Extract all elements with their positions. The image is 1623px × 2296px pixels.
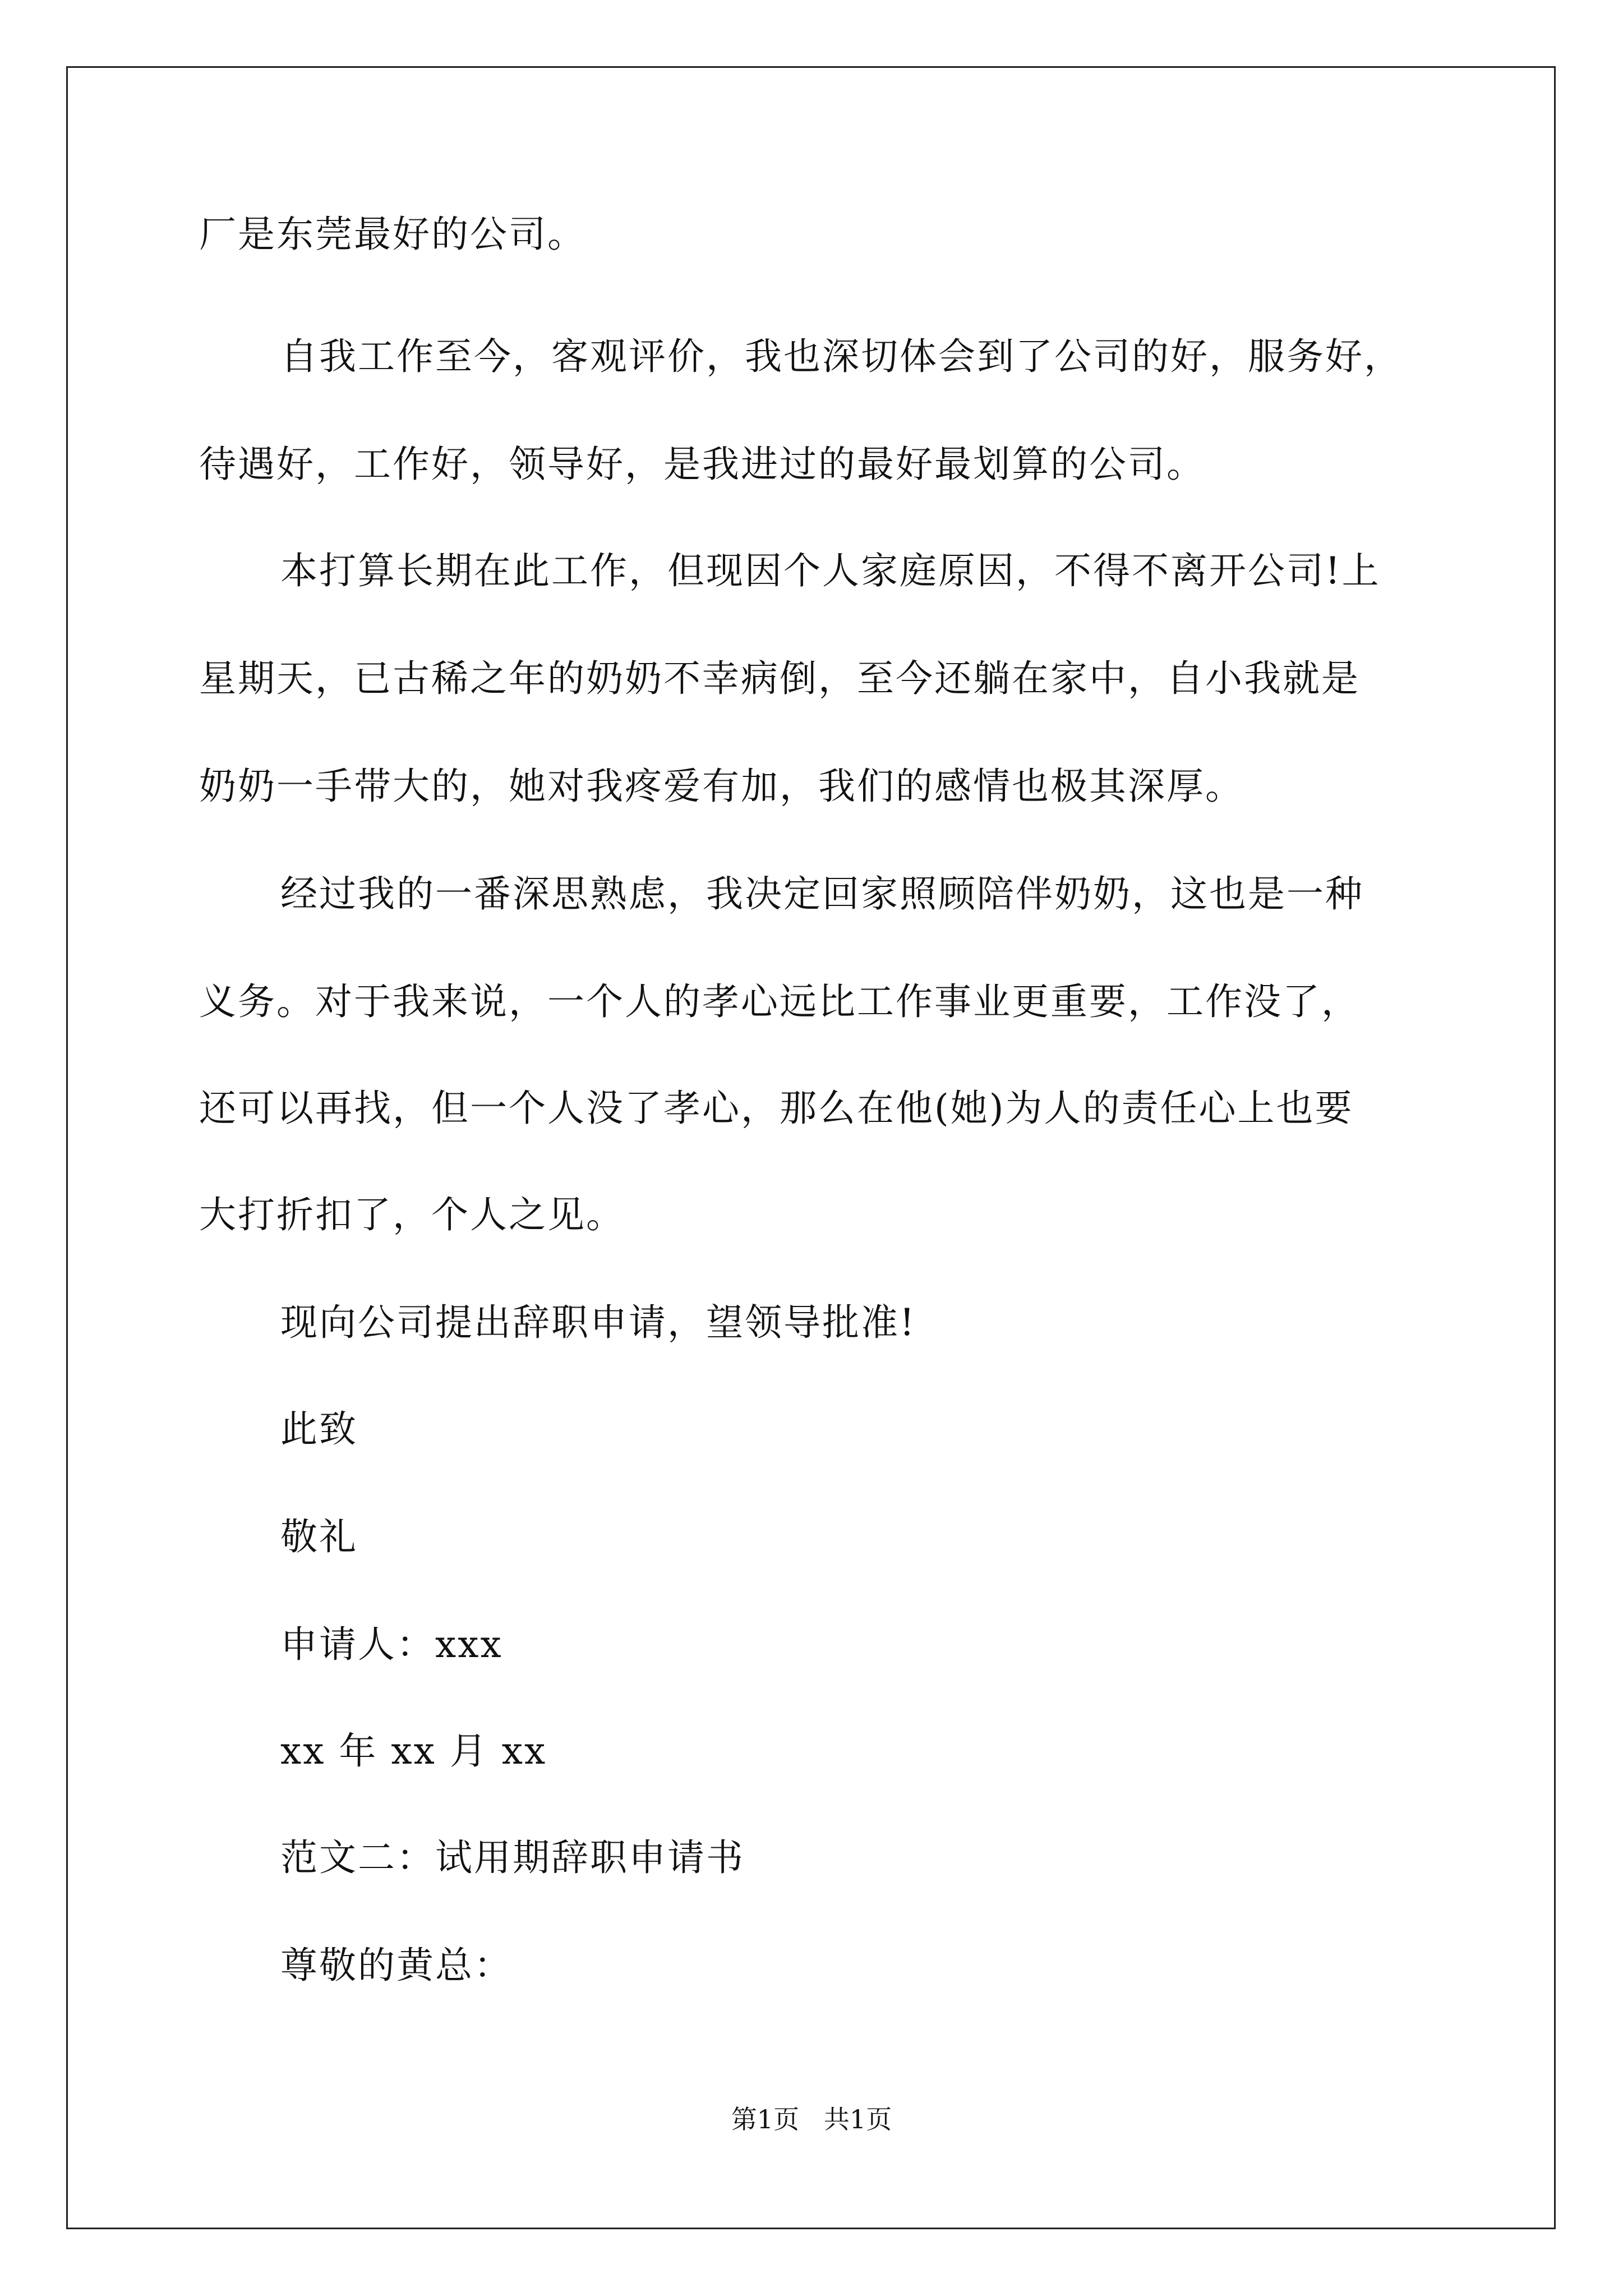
paragraph-line: 本打算长期在此工作，但现因个人家庭原因，不得不离开公司!上	[280, 549, 1381, 592]
salutation-line: 尊敬的黄总：	[280, 1944, 513, 1987]
closing-line: 敬礼	[280, 1515, 358, 1558]
section-heading: 范文二：试用期辞职申请书	[280, 1836, 745, 1879]
paragraph-line: 星期天，已古稀之年的奶奶不幸病倒，至今还躺在家中，自小我就是	[199, 657, 1360, 700]
applicant-line: 申请人：xxx	[280, 1623, 503, 1666]
paragraph-line: 现向公司提出辞职申请，望领导批准!	[280, 1301, 916, 1344]
paragraph-line: 奶奶一手带大的，她对我疼爱有加，我们的感情也极其深厚。	[199, 765, 1244, 808]
paragraph-line: 还可以再找，但一个人没了孝心，那么在他(她)为人的责任心上也要	[199, 1087, 1354, 1130]
page-footer: 第1页 共1页	[731, 2104, 892, 2134]
closing-line: 此致	[280, 1407, 358, 1451]
paragraph-line: 厂是东莞最好的公司。	[199, 213, 586, 256]
paragraph-line: 义务。对于我来说，一个人的孝心远比工作事业更重要，工作没了，	[199, 980, 1360, 1023]
paragraph-line: 自我工作至今，客观评价，我也深切体会到了公司的好，服务好，	[280, 335, 1403, 378]
paragraph-line: 大打折扣了，个人之见。	[199, 1193, 625, 1236]
date-line: xx 年 xx 月 xx	[280, 1729, 547, 1773]
paragraph-line: 待遇好，工作好，领导好，是我进过的最好最划算的公司。	[199, 443, 1205, 486]
paragraph-line: 经过我的一番深思熟虑，我决定回家照顾陪伴奶奶，这也是一种	[280, 872, 1364, 915]
page-border	[66, 66, 1556, 2229]
